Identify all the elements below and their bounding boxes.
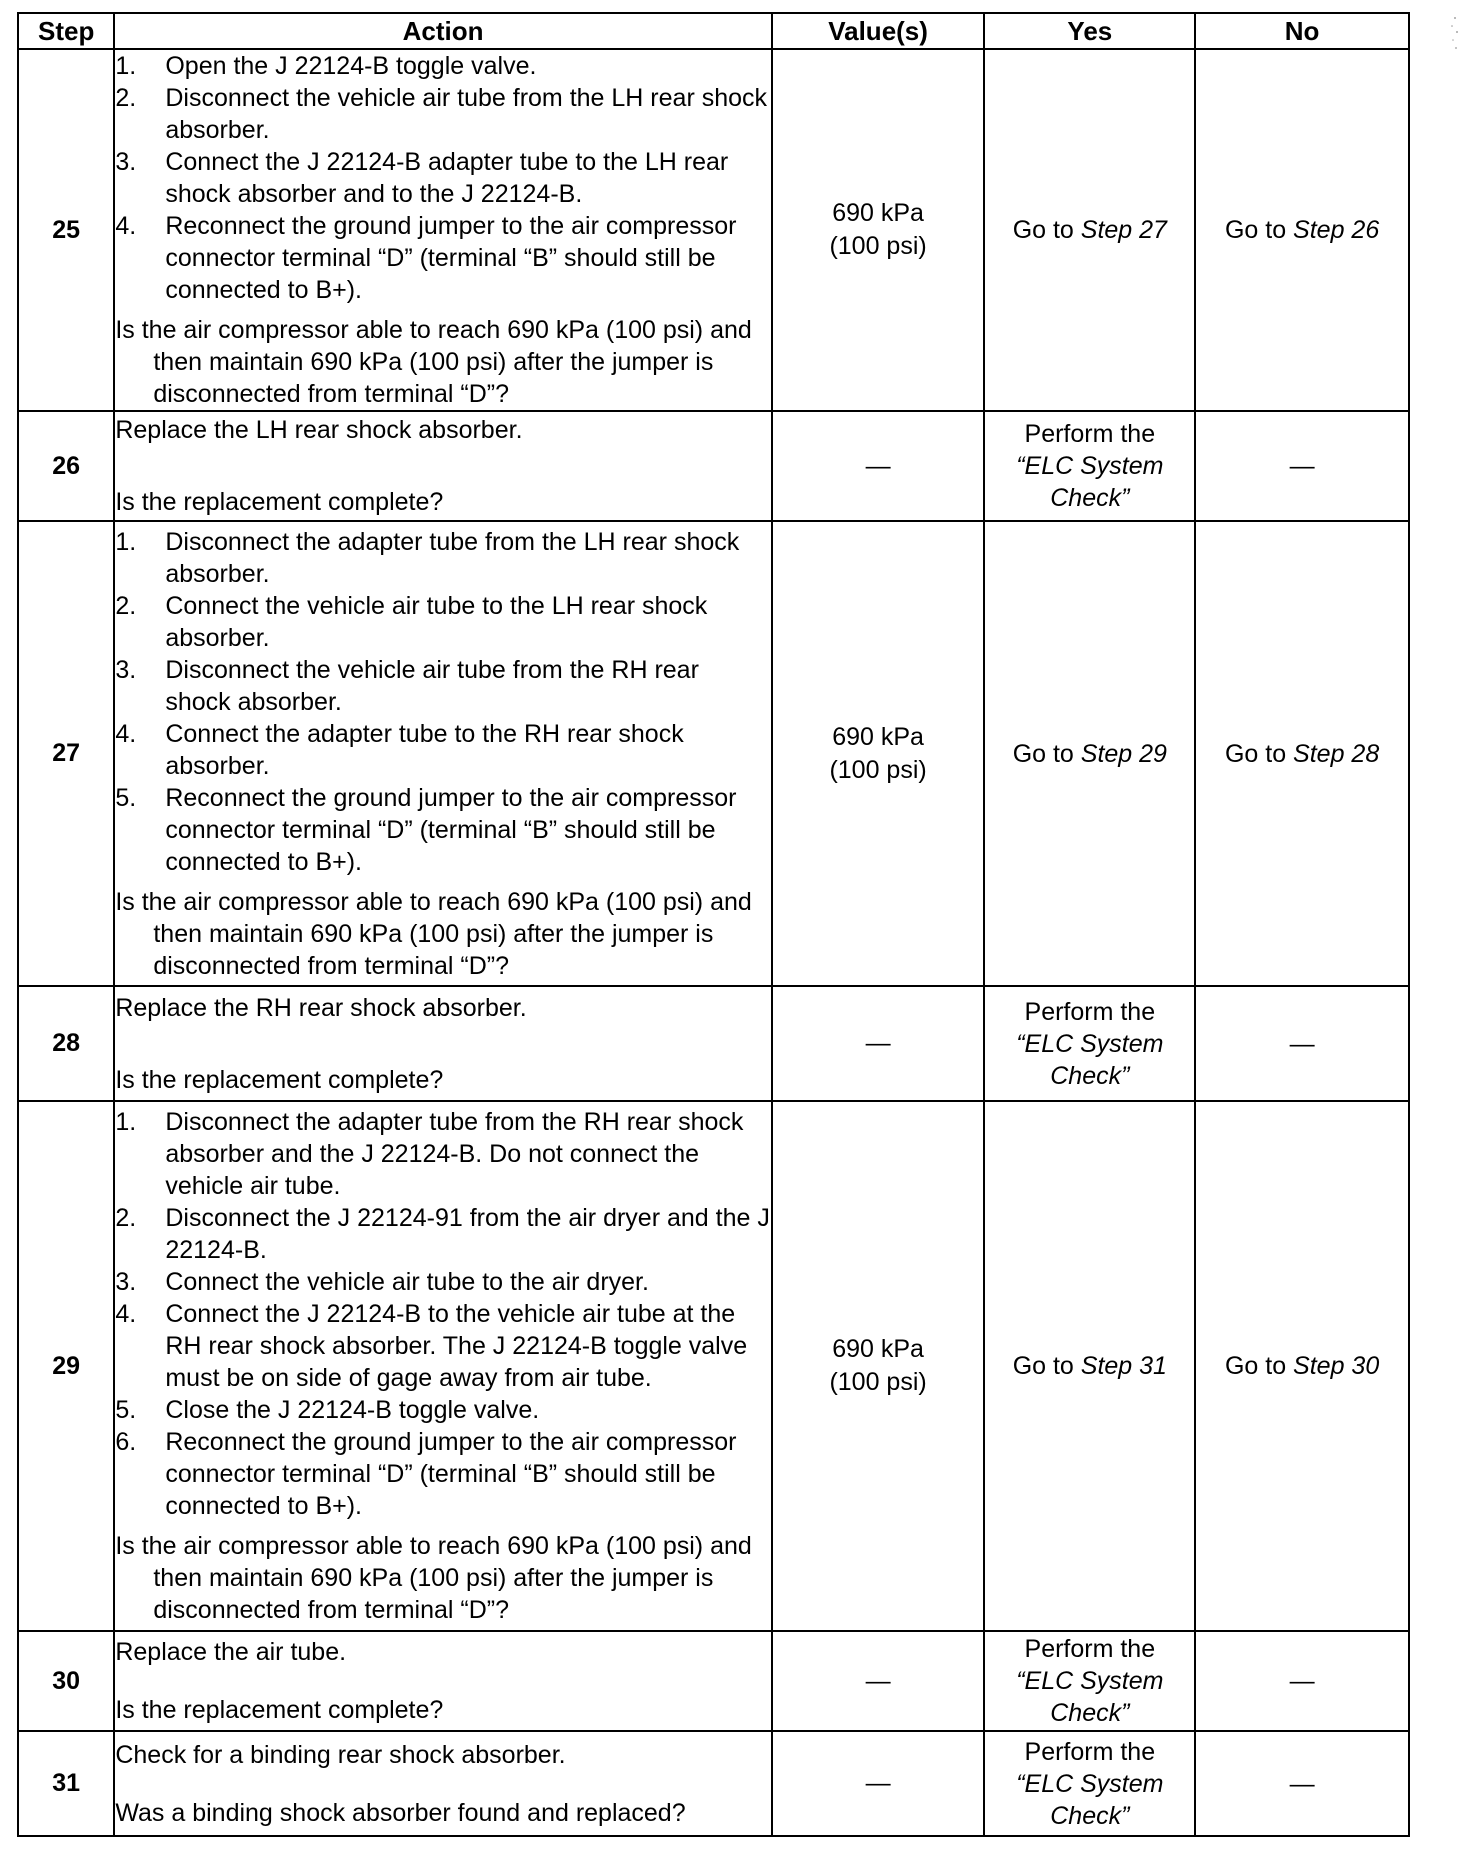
action-list	[115, 526, 770, 878]
value-cell: 690 kPa (100 psi)	[772, 521, 985, 986]
question-text: Is the air compressor able to reach 690 kPa (100 psi) and then maintain 690 kPa (100 psi) after the jumper is disconnected from terminal “D”?	[115, 316, 752, 408]
question-text: Is the air compressor able to reach 690 kPa (100 psi) and then maintain 690 kPa (100 psi) after the jumper is disconnected from terminal “D”?	[115, 1532, 752, 1624]
yes-cell: Go to Step 29	[984, 521, 1195, 986]
value-cell: —	[772, 1631, 985, 1731]
table-row	[18, 521, 1409, 986]
no-cell: —	[1195, 411, 1409, 521]
no-cell: Go to Step 28	[1195, 521, 1409, 986]
action-cell: Replace the RH rear shock absorber. Is the replacement complete?	[114, 986, 771, 1101]
list-item: 4. Connect the J 22124-B to the vehicle air tube at the RH rear shock absorber. The J 22124-B toggle valve must be on side of gage away from air tube.	[115, 1300, 748, 1392]
list-item: 5. Reconnect the ground jumper to the air compressor connector terminal “D” (terminal “B” should still be connected to B+).	[115, 783, 737, 876]
action-list	[115, 1106, 770, 1522]
table-row	[18, 986, 1409, 1101]
question-text: Was a binding shock absorber found and replaced?	[115, 1798, 686, 1827]
scan-speckle	[1448, 14, 1462, 54]
list-item: 5. Close the J 22124-B toggle valve.	[115, 1396, 540, 1424]
list-item: 2. Disconnect the J 22124-91 from the air dryer and the J 22124-B.	[115, 1204, 770, 1264]
action-cell	[114, 1101, 771, 1631]
header-values: Value(s)	[772, 13, 985, 49]
list-item: 1. Disconnect the adapter tube from the LH rear shock absorber.	[115, 527, 740, 588]
action-cell	[114, 521, 771, 986]
no-cell: —	[1195, 986, 1409, 1101]
table-row	[18, 1101, 1409, 1631]
table-row	[18, 1631, 1409, 1731]
step-number: 26	[18, 411, 114, 521]
header-step: Step	[18, 13, 114, 49]
step-number: 31	[18, 1731, 114, 1836]
list-item: 4. Reconnect the ground jumper to the air compressor connector terminal “D” (terminal “B” should still be connected to B+).	[115, 212, 737, 304]
value-cell: 690 kPa (100 psi)	[772, 49, 985, 411]
diagnostic-table	[17, 12, 1410, 1837]
yes-cell: Go to Step 27	[984, 49, 1195, 411]
action-list	[115, 50, 770, 306]
list-item: 6. Reconnect the ground jumper to the air compressor connector terminal “D” (terminal “B” should still be connected to B+).	[115, 1428, 737, 1520]
value-cell: 690 kPa (100 psi)	[772, 1101, 985, 1631]
yes-cell: Perform the “ELC System Check”	[984, 986, 1195, 1101]
question-text: Is the replacement complete?	[115, 488, 444, 516]
step-number: 25	[18, 49, 114, 411]
no-cell: —	[1195, 1631, 1409, 1731]
no-cell: Go to Step 26	[1195, 49, 1409, 411]
list-item: 4. Connect the adapter tube to the RH rear shock absorber.	[115, 719, 684, 780]
yes-cell: Perform the “ELC System Check”	[984, 411, 1195, 521]
header-no: No	[1195, 13, 1409, 49]
yes-cell: Perform the “ELC System Check”	[984, 1631, 1195, 1731]
yes-cell: Perform the “ELC System Check”	[984, 1731, 1195, 1836]
question-text: Is the air compressor able to reach 690 kPa (100 psi) and then maintain 690 kPa (100 psi) after the jumper is disconnected from terminal “D”?	[115, 887, 752, 980]
value-cell: —	[772, 1731, 985, 1836]
list-item: 3. Disconnect the vehicle air tube from the RH rear shock absorber.	[115, 655, 699, 716]
step-number: 27	[18, 521, 114, 986]
question-text: Is the replacement complete?	[115, 1696, 444, 1724]
action-cell: Replace the air tube. Is the replacement complete?	[114, 1631, 771, 1731]
value-cell: —	[772, 411, 985, 521]
question-text: Is the replacement complete?	[115, 1065, 444, 1094]
yes-cell: Go to Step 31	[984, 1101, 1195, 1631]
list-item: 3. Connect the vehicle air tube to the air dryer.	[115, 1268, 649, 1296]
table-row	[18, 49, 1409, 411]
table-row	[18, 1731, 1409, 1836]
list-item: 3. Connect the J 22124-B adapter tube to the LH rear shock absorber and to the J 22124-B.	[115, 148, 729, 208]
list-item: 1. Disconnect the adapter tube from the RH rear shock absorber and the J 22124-B. Do not connect the vehicle air tube.	[115, 1108, 744, 1200]
list-item: 2. Connect the vehicle air tube to the LH rear shock absorber.	[115, 591, 708, 652]
action-cell: Replace the LH rear shock absorber. Is the replacement complete?	[114, 411, 771, 521]
header-action: Action	[114, 13, 771, 49]
step-number: 30	[18, 1631, 114, 1731]
action-cell	[114, 49, 771, 411]
action-cell: Check for a binding rear shock absorber. Was a binding shock absorber found and replaced?	[114, 1731, 771, 1836]
table-row	[18, 411, 1409, 521]
no-cell: Go to Step 30	[1195, 1101, 1409, 1631]
list-item: 1. Open the J 22124-B toggle valve.	[115, 52, 537, 80]
step-number: 28	[18, 986, 114, 1101]
value-cell: —	[772, 986, 985, 1101]
list-item: 2. Disconnect the vehicle air tube from the LH rear shock absorber.	[115, 84, 768, 144]
header-yes: Yes	[984, 13, 1195, 49]
header-row	[18, 13, 1409, 49]
no-cell: —	[1195, 1731, 1409, 1836]
step-number: 29	[18, 1101, 114, 1631]
